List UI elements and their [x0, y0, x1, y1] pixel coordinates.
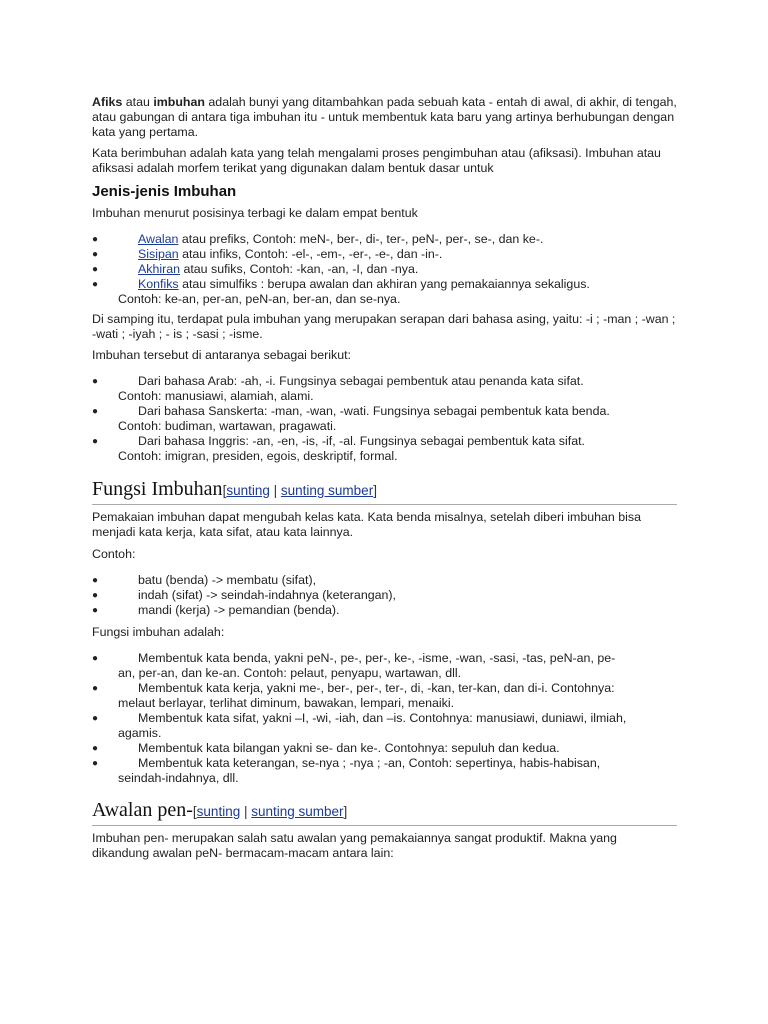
link-sisipan[interactable]: Sisipan: [138, 247, 179, 261]
bullet-icon: ●: [92, 264, 99, 275]
jenis-list: [92, 232, 677, 307]
list-item: ● batu (benda) -> membatu (sifat),: [92, 573, 317, 587]
edit-link-sunting[interactable]: sunting: [226, 483, 270, 498]
edit-link-sunting[interactable]: sunting: [196, 804, 241, 819]
bullet-icon: ●: [92, 234, 99, 245]
list-item: ● indah (sifat) -> seindah-indahnya (keterangan),: [92, 588, 396, 602]
term-afiks: Afiks: [92, 95, 123, 109]
bullet-icon: ●: [92, 605, 99, 616]
list-item: ● Konfiks atau simulfiks : berupa awalan dan akhiran yang pemakaiannya sekaligus. Contoh: ke-an, per-an, peN-an, ber-an, dan se-nya.: [92, 277, 590, 306]
bullet-icon: ●: [92, 279, 99, 290]
edit-link-sunting-sumber[interactable]: sunting sumber: [280, 483, 374, 498]
article-body: [92, 95, 677, 861]
edit-links: [sunting | sunting sumber]: [192, 804, 348, 819]
jenis-heading: Jenis-jenis Imbuhan: [92, 183, 237, 200]
bullet-icon: ●: [92, 590, 99, 601]
fungsi-heading: [92, 477, 677, 505]
bullet-icon: ●: [92, 758, 99, 769]
bullet-icon: ●: [92, 713, 99, 724]
bullet-icon: ●: [92, 743, 99, 754]
list-item: ● Membentuk kata bilangan yakni se- dan ke-. Contohnya: sepuluh dan kedua.: [92, 741, 560, 755]
serapan-lead: Imbuhan tersebut di antaranya sebagai berikut:: [92, 348, 351, 362]
term-imbuhan: imbuhan: [153, 95, 205, 109]
serapan-paragraph: Di samping itu, terdapat pula imbuhan yang merupakan serapan dari bahasa asing, yaitu: -i ; -man ; -wan ; -wati ; -iyah ; - is ; -sasi ; -isme.: [92, 312, 676, 341]
bullet-icon: ●: [92, 683, 99, 694]
list-item: ● Membentuk kata benda, yakni peN-, pe-, per-, ke-, -isme, -wan, -sasi, -tas, peN-an, pe- an, per-an, dan ke-an. Contoh: pelaut, penyapu, wartawan, dll.: [92, 651, 616, 680]
list-item: ● Membentuk kata sifat, yakni –I, -wi, -iah, dan –is. Contohnya: manusiawi, duniawi, ilmiah, agamis.: [92, 711, 627, 740]
bullet-icon: ●: [92, 436, 99, 447]
section-title: Awalan pen-: [92, 799, 193, 821]
list-item: ● Sisipan atau infiks, Contoh: -el-, -em-, -er-, -e-, dan -in-.: [92, 247, 443, 261]
list-item: ● Dari bahasa Arab: -ah, -i. Fungsinya sebagai pembentuk atau penanda kata sifat. Contoh: manusiawi, alamiah, alami.: [92, 374, 584, 403]
contoh-label: Contoh:: [92, 547, 136, 561]
section-title: Fungsi Imbuhan: [92, 478, 223, 500]
list-item: ● Akhiran atau sufiks, Contoh: -kan, -an, -I, dan -nya.: [92, 262, 419, 276]
bullet-icon: ●: [92, 249, 99, 260]
fungsi-lead: Fungsi imbuhan adalah:: [92, 625, 225, 639]
list-item: ● mandi (kerja) -> pemandian (benda).: [92, 603, 340, 617]
list-item: ● Membentuk kata kerja, yakni me-, ber-, per-, ter-, di, -kan, ter-kan, dan di-i. Contohnya: melaut berlayar, terlihat diminum, bawakan, lempari, menaiki.: [92, 681, 615, 710]
intro-paragraph-2: Kata berimbuhan adalah kata yang telah mengalami proses pengimbuhan atau (afiksasi). Imbuhan atau afiksasi adalah morfem terikat yang digunakan dalam bentuk dasar untuk: [92, 146, 661, 175]
serapan-list: [92, 374, 677, 464]
bullet-icon: ●: [92, 653, 99, 664]
link-konfiks[interactable]: Konfiks: [138, 277, 179, 291]
contoh-list: [92, 573, 677, 618]
jenis-lead: Imbuhan menurut posisinya terbagi ke dalam empat bentuk: [92, 206, 418, 220]
intro-paragraph: Afiks atau imbuhan adalah bunyi yang ditambahkan pada sebuah kata - entah di awal, di akhir, di tengah, atau gabungan di antara tiga imbuhan itu - untuk membentuk kata baru yang artinya berhubungan dengan kata yang pertama.: [92, 95, 677, 139]
awalan-heading: [92, 798, 677, 826]
fungsi-list: [92, 651, 677, 786]
link-awalan[interactable]: Awalan: [138, 232, 179, 246]
bullet-icon: ●: [92, 406, 99, 417]
list-item: ● Membentuk kata keterangan, se-nya ; -nya ; -an, Contoh: sepertinya, habis-habisan, seindah-indahnya, dll.: [92, 756, 601, 785]
bullet-icon: ●: [92, 376, 99, 387]
awalan-paragraph: Imbuhan pen- merupakan salah satu awalan yang pemakaiannya sangat produktif. Makna yang dikandung awalan peN- bermacam-macam antara lain:: [92, 831, 617, 860]
list-item: ● Dari bahasa Sanskerta: -man, -wan, -wati. Fungsinya sebagai pembentuk kata benda. Contoh: budiman, wartawan, pragawati.: [92, 404, 610, 433]
link-akhiran[interactable]: Akhiran: [138, 262, 181, 276]
edit-link-sunting-sumber[interactable]: sunting sumber: [251, 804, 344, 819]
list-item: ● Dari bahasa Inggris: -an, -en, -is, -if, -al. Fungsinya sebagai pembentuk kata sifat. Contoh: imigran, presiden, egois, deskriptif, formal.: [92, 434, 585, 463]
bullet-icon: ●: [92, 575, 99, 586]
fungsi-paragraph: Pemakaian imbuhan dapat mengubah kelas kata. Kata benda misalnya, setelah diberi imbuhan bisa menjadi kata kerja, kata sifat, atau kata lainnya.: [92, 510, 641, 539]
edit-links: [sunting | sunting sumber]: [222, 483, 377, 498]
list-item: ● Awalan atau prefiks, Contoh: meN-, ber-, di-, ter-, peN-, per-, se-, dan ke-.: [92, 232, 544, 246]
